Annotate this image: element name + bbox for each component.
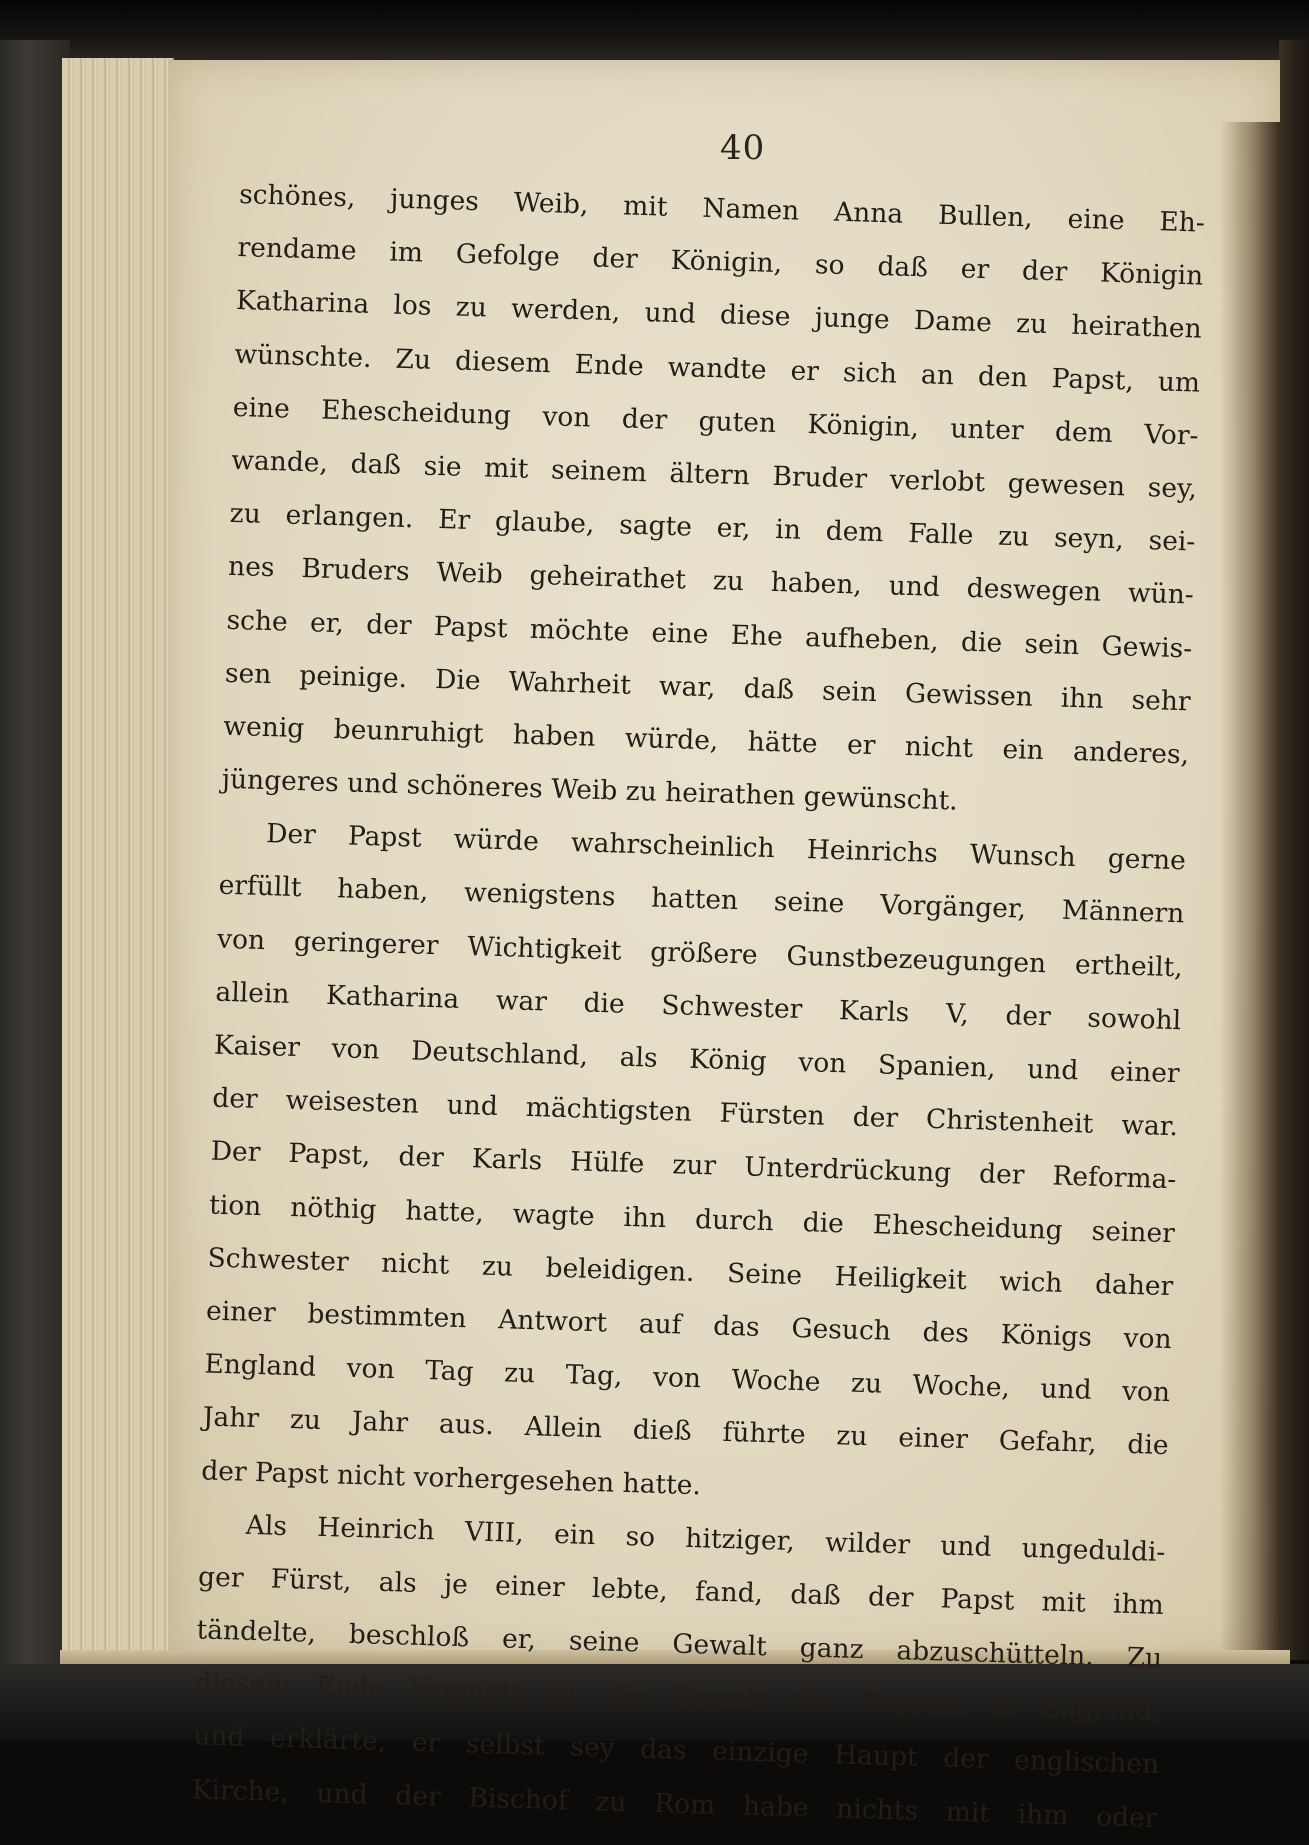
- text-line: wande, daß sie mit seinem ältern Bruder verlobt gewesen sey,: [230, 444, 1198, 505]
- text-line: zu erlangen. Er glaube, sagte er, in dem Falle zu seyn, sei-: [229, 497, 1196, 558]
- book-cover-top: [0, 0, 1309, 62]
- text-line: tändelte, beschloß er, seine Gewalt ganz abzuschütteln. Zu: [196, 1614, 1163, 1675]
- book-cover-right: [1279, 40, 1309, 1660]
- text-line: Kirche, und der Bischof zu Rom habe nichts mit ihm oder: [191, 1773, 1158, 1834]
- body-text: [191, 168, 1205, 1845]
- text-line: einer bestimmten Antwort auf das Gesuch des Königs von: [205, 1295, 1173, 1356]
- text-line: Katharina los zu werden, und diese junge Dame zu heirathen: [235, 285, 1203, 345]
- text-line: England von Tag zu Tag, von Woche zu Woche, und von: [204, 1348, 1171, 1409]
- text-line: sche er, der Papst möchte eine Ehe aufheben, die sein Gewis-: [226, 604, 1193, 664]
- text-line: allein Katharina war die Schwester Karls V, der sowohl: [215, 976, 1182, 1037]
- text-line: der Papst nicht vorhergesehen hatte.: [200, 1454, 702, 1501]
- spine-shadow: [1220, 122, 1280, 1712]
- text-line: nes Bruders Weib geheirathet zu haben, und deswegen wün-: [227, 551, 1195, 611]
- text-line: wünschte. Zu diesem Ende wandte er sich an den Papst, um: [234, 338, 1201, 399]
- text-line: der weisesten und mächtigsten Fürsten der Christenheit war.: [211, 1082, 1179, 1143]
- text-line: von geringerer Wichtigkeit größere Gunstbezeugungen ertheilt,: [216, 923, 1184, 983]
- paragraph-start-line: Als Heinrich VIII, ein so hitziger, wilder und ungeduldi-: [245, 1509, 1166, 1568]
- text-line: wenig beunruhigt haben würde, hätte er nicht ein anderes,: [222, 710, 1190, 771]
- text-line: Schwester nicht zu beleidigen. Seine Heiligkeit wich daher: [207, 1242, 1174, 1302]
- page-number: 40: [720, 128, 766, 168]
- text-line: erfüllt haben, wenigstens hatten seine Vorgänger, Männern: [218, 870, 1185, 930]
- text-line: Der Papst, der Karls Hülfe zur Unterdrückung der Reforma-: [210, 1135, 1177, 1196]
- text-line: tion nöthig hatte, wagte ihn durch die Ehescheidung seiner: [208, 1189, 1176, 1249]
- text-line: jüngeres und schöneres Weib zu heirathen gewünscht.: [221, 763, 959, 817]
- text-line: und erklärte, er selbst sey das einzige Haupt der englischen: [192, 1720, 1160, 1781]
- text-line: rendame im Gefolge der Königin, so daß er der Königin: [237, 232, 1204, 292]
- paragraph-start-line: Der Papst würde wahrscheinlich Heinrichs Wunsch gerne: [265, 818, 1187, 877]
- text-line: schönes, junges Weib, mit Namen Anna Bullen, eine Eh-: [238, 178, 1206, 239]
- text-line: Kaiser von Deutschland, als König von Spanien, und einer: [213, 1029, 1181, 1090]
- book-cover-left: [0, 40, 70, 1680]
- text-line: eine Ehescheidung von der guten Königin, unter dem Vor-: [232, 391, 1199, 452]
- text-line: sen peinige. Die Wahrheit war, daß sein Gewissen ihn sehr: [224, 657, 1192, 718]
- text-line: diesem Ende läugnete er die Gewalt des Papstes in England,: [194, 1667, 1162, 1728]
- text-line: Jahr zu Jahr aus. Allein dieß führte zu einer Gefahr, die: [202, 1401, 1169, 1462]
- text-line: ger Fürst, als je einer lebte, fand, daß der Papst mit ihm: [197, 1561, 1165, 1621]
- page-edges: [62, 58, 174, 1658]
